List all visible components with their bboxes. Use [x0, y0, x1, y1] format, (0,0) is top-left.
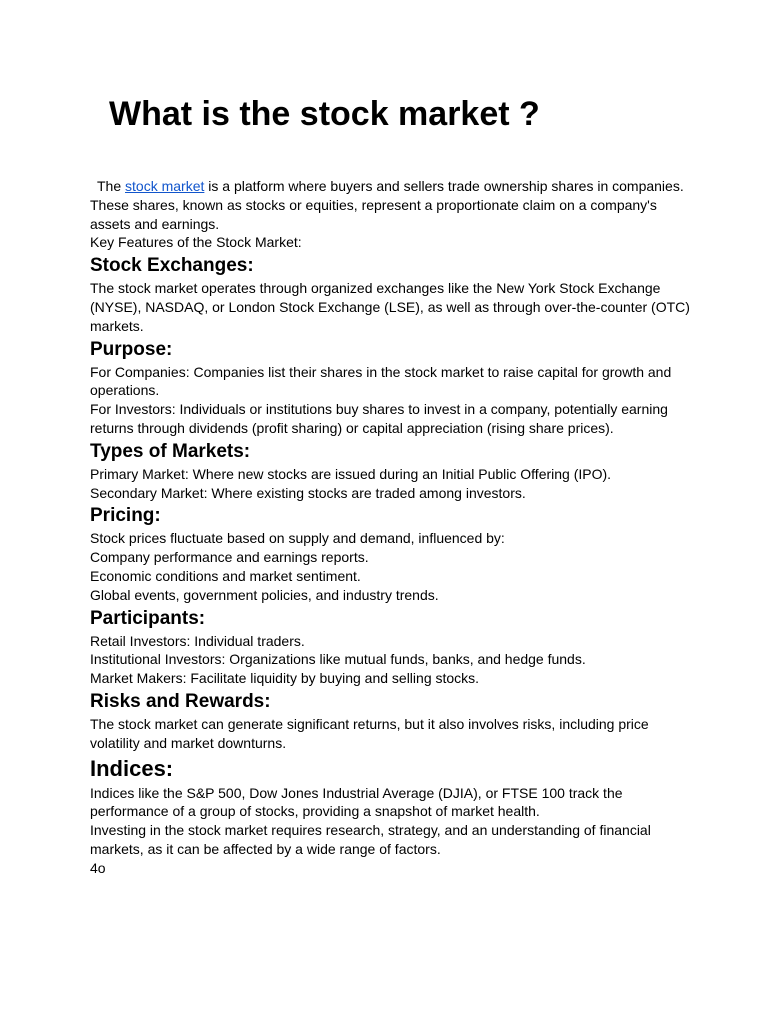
- intro-paragraph: [90, 177, 690, 233]
- footer-note: 4o: [90, 859, 106, 876]
- heading-purpose: Purpose:: [90, 338, 173, 360]
- heading-indices: Indices:: [90, 755, 174, 781]
- heading-pricing: Pricing:: [90, 505, 161, 527]
- heading-risks-and-rewards: Risks and Rewards:: [90, 690, 271, 712]
- heading-stock-exchanges: Stock Exchanges:: [90, 255, 254, 277]
- purpose-companies: For Companies: Companies list their shares in the stock market to raise capital for growth and operations.: [90, 363, 672, 399]
- stock-exchanges-text: The stock market operates through organized exchanges like the New York Stock Exchange (NYSE), NASDAQ, or London Stock Exchange (LSE), as well as through over-the-counter (OTC) markets.: [90, 280, 690, 334]
- heading-types-of-markets: Types of Markets:: [90, 440, 251, 462]
- key-features-label: Key Features of the Stock Market:: [90, 234, 302, 251]
- heading-participants: Participants:: [90, 607, 206, 629]
- intro-prefix: The: [97, 178, 126, 194]
- pricing-line-2: Company performance and earnings reports.: [90, 549, 369, 566]
- page-title: What is the stock market ?: [109, 95, 540, 133]
- pricing-line-3: Economic conditions and market sentiment.: [90, 567, 361, 584]
- stock-market-link[interactable]: stock market: [125, 178, 205, 194]
- indices-text: Indices like the S&P 500, Dow Jones Industrial Average (DJIA), or FTSE 100 track the performance of a group of stocks, providing a snapshot of market health.: [90, 784, 623, 820]
- participants-institutional: Institutional Investors: Organizations like mutual funds, banks, and hedge funds.: [90, 651, 586, 668]
- purpose-investors: For Investors: Individuals or institutions buy shares to invest in a company, potentially earning returns through dividends (profit sharing) or capital appreciation (rising share prices).: [90, 401, 668, 436]
- secondary-market-text: Secondary Market: Where existing stocks are traded among investors.: [90, 484, 526, 501]
- investing-conclusion: Investing in the stock market requires research, strategy, and an understanding of financial markets, as it can be affected by a wide range of factors.: [90, 822, 651, 857]
- pricing-line-1: Stock prices fluctuate based on supply and demand, influenced by:: [90, 530, 505, 547]
- document-body: [90, 177, 690, 878]
- intro-suffix: is a platform where buyers and sellers trade ownership shares in companies. These shares, known as stocks or equities, represent a proportionate claim on a company's assets and earnings.: [90, 178, 684, 232]
- primary-market-text: Primary Market: Where new stocks are issued during an Initial Public Offering (IPO).: [90, 465, 612, 482]
- pricing-line-4: Global events, government policies, and industry trends.: [90, 586, 439, 603]
- risks-text: The stock market can generate significant returns, but it also involves risks, including price volatility and market downturns.: [90, 715, 649, 751]
- participants-market-makers: Market Makers: Facilitate liquidity by buying and selling stocks.: [90, 670, 480, 687]
- participants-retail: Retail Investors: Individual traders.: [90, 632, 305, 649]
